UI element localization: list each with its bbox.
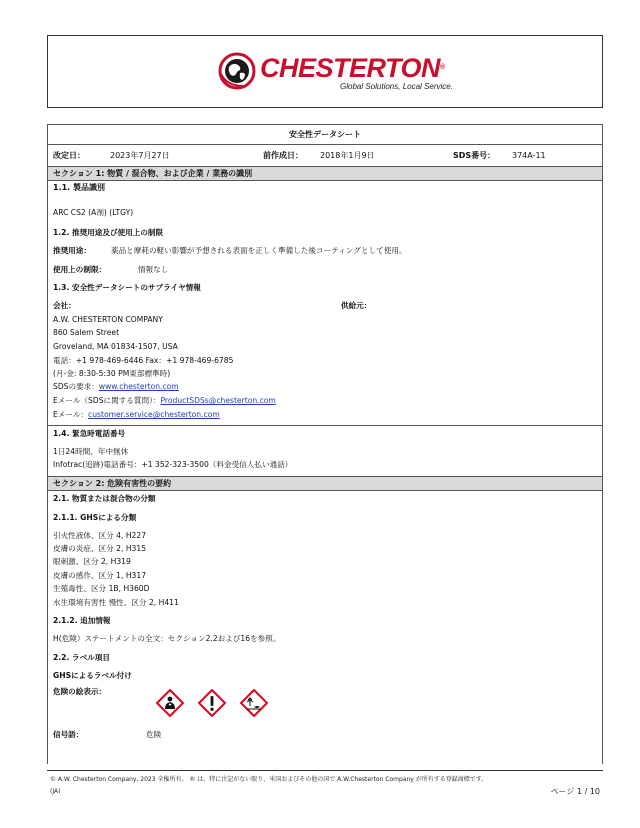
product-identifier: ARC CS2 (A剤) (LTGY) xyxy=(53,208,134,217)
revised-value: 2023年7月27日 xyxy=(110,151,170,160)
footer-divider xyxy=(47,770,603,771)
email-service-row xyxy=(48,409,602,422)
company-city: Groveland, MA 01834-1507, USA xyxy=(53,342,178,351)
email-sds-label: Eメール（SDSに関する質問）： xyxy=(53,396,161,405)
business-hours: (月-金: 8:30-5:30 PM東部標準時) xyxy=(53,369,171,378)
website-link[interactable]: www.chesterton.com xyxy=(98,382,179,391)
pictogram-label: 危険の絵表示： xyxy=(53,687,107,696)
company-street: 860 Salem Street xyxy=(53,328,120,337)
sds-document xyxy=(47,124,603,764)
sds-email-link[interactable]: ProductSDSs@chesterton.com xyxy=(160,396,276,405)
sds-number-label: SDS番号： xyxy=(453,151,496,160)
sds-number-value: 374A-11 xyxy=(512,151,546,160)
emergency-hours: 1日24時間、年中無休 xyxy=(53,447,129,456)
s12-title: 1.2. 推奨用途及び使用上の制限 xyxy=(53,228,164,237)
prepared-value: 2018年1月9日 xyxy=(320,151,375,160)
email-service-label: Eメール： xyxy=(53,410,89,419)
meta-row xyxy=(48,145,602,166)
classification-item: 生殖毒性、区分 1B, H360D xyxy=(53,584,150,593)
company-supplier-row xyxy=(48,300,602,313)
emergency-phone: Infotrac(追跡)電話番号：+1 352-323-3500（料金受信人払い通話） xyxy=(53,460,293,469)
company-phone: 電話：+1 978-469-6446 Fax：+1 978-469-6785 xyxy=(53,356,234,365)
supplier-label: 供給元： xyxy=(341,301,372,310)
s14-title: 1.4. 緊急時電話番号 xyxy=(53,429,126,438)
service-email-link[interactable]: customer.service@chesterton.com xyxy=(88,410,220,419)
classification-item: 皮膚の炎症、区分 2, H315 xyxy=(53,544,147,553)
prepared-label: 前作成日： xyxy=(263,151,303,160)
s22-title: 2.2. ラベル項目 xyxy=(53,653,110,662)
classification-item: 引火性液体、区分 4, H227 xyxy=(53,531,147,540)
company-name: A.W. CHESTERTON COMPANY xyxy=(53,315,163,324)
email-sds-row xyxy=(48,395,602,408)
restrict-value: 情報なし xyxy=(138,265,169,274)
brand-tagline: Global Solutions, Local Service. xyxy=(340,82,453,91)
classification-item: 眼刺激、区分 2, H319 xyxy=(53,557,131,566)
logo-header xyxy=(47,35,603,108)
additional-info: H(危険）ステートメントの全文：セクション2.2および16を参照。 xyxy=(53,634,281,643)
signal-value: 危険 xyxy=(146,730,162,739)
s211-title: 2.1.1. GHSによる分類 xyxy=(53,513,137,522)
classification-item: 皮膚の感作、区分 1, H317 xyxy=(53,571,147,580)
signal-label: 信号語： xyxy=(53,730,84,739)
divider xyxy=(48,425,602,426)
s11-title: 1.1. 製品識別 xyxy=(53,183,105,192)
restrict-label: 使用上の制限： xyxy=(53,265,107,274)
document-title: 安全性データシート xyxy=(48,125,602,145)
s13-title: 1.3. 安全性データシートのサプライヤ情報 xyxy=(53,283,201,292)
use-value: 薬品と摩耗の軽い影響が予想される表面を正しく準備した後コーティングとして使用。 xyxy=(111,246,407,255)
environment-icon xyxy=(240,689,603,717)
sds-request-label: SDSの要求： xyxy=(53,382,99,391)
ghs-label-title: GHSによるラベル付け xyxy=(53,671,132,680)
section-2-heading: セクション 2: 危険有害性の要約 xyxy=(48,476,602,491)
page-number: ページ 1 / 10 xyxy=(550,787,600,796)
footer-copyright: © A.W. Chesterton Company, 2023 全権所有。 ® は、特に注記がない限り、米国およびその他の国で A.W.Chesterton Company が所有する登録商標です。 xyxy=(50,776,488,783)
brand-wordmark: CHESTERTON® xyxy=(260,53,445,83)
section-1-heading: セクション 1: 物質 / 混合物、および企業 / 業務の識別 xyxy=(48,166,602,181)
recommended-use-row xyxy=(48,245,602,258)
use-label: 推奨用途： xyxy=(53,246,91,255)
s212-title: 2.1.2. 追加情報 xyxy=(53,616,111,625)
company-label: 会社： xyxy=(53,301,76,310)
revised-label: 改定日： xyxy=(53,151,85,160)
globe-logo-icon xyxy=(218,52,256,90)
footer-language: (JA) xyxy=(50,788,61,795)
signal-word-row xyxy=(48,729,602,742)
classification-item: 水生環境有害性 慢性、区分 2, H411 xyxy=(53,598,179,607)
sds-request-row xyxy=(48,381,602,394)
s21-title: 2.1. 物質または混合物の分類 xyxy=(53,494,156,503)
restriction-row xyxy=(48,264,602,277)
